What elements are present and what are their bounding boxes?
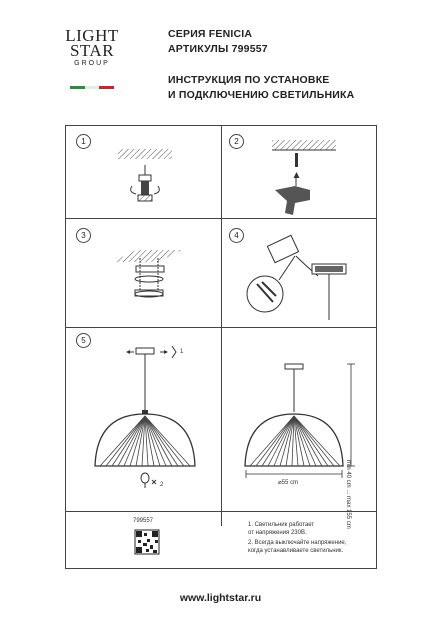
note-1-line-1: 1. Светильник работает bbox=[248, 522, 315, 528]
step-5-illustration bbox=[95, 346, 355, 488]
step-4-illustration bbox=[247, 235, 346, 320]
step-3-number: 3 bbox=[76, 228, 91, 243]
qr-code bbox=[135, 530, 159, 554]
step-1-illustration bbox=[118, 149, 172, 201]
note-2-line-1: 2. Всегда выключайте напряжение, bbox=[248, 540, 347, 546]
step-2-illustration bbox=[272, 140, 336, 215]
diameter-label: ⌀55 cm bbox=[278, 480, 298, 486]
step-5-label-1: 1 bbox=[180, 349, 184, 355]
note-1-line-2: от напряжения 230В. bbox=[248, 530, 307, 536]
step-1-number: 1 bbox=[76, 134, 91, 149]
height-range-label: min 40 cm ... max 155 cm bbox=[345, 460, 351, 529]
note-2-line-2: когда устанавливаете светильник. bbox=[248, 548, 344, 554]
instruction-title-line-1: ИНСТРУКЦИЯ ПО УСТАНОВКЕ bbox=[168, 74, 330, 86]
logo-line-2: STAR bbox=[69, 41, 115, 60]
logo-line-1: LIGHT bbox=[65, 26, 119, 45]
instruction-title-line-2: И ПОДКЛЮЧЕНИЮ СВЕТИЛЬНИКА bbox=[168, 89, 355, 101]
step-2-number: 2 bbox=[229, 134, 244, 149]
step-5-label-2: 2 bbox=[160, 482, 164, 488]
articles-label: АРТИКУЛЫ 799557 bbox=[168, 43, 268, 55]
step-4-number: 4 bbox=[229, 228, 244, 243]
step-3-illustration bbox=[112, 250, 182, 297]
step-5-number: 5 bbox=[76, 333, 91, 348]
website-link[interactable]: www.lightstar.ru bbox=[179, 592, 262, 604]
article-number: 799557 bbox=[133, 518, 154, 524]
logo-line-3: GROUP bbox=[74, 60, 110, 67]
series-label: СЕРИЯ FENICIA bbox=[168, 28, 253, 40]
